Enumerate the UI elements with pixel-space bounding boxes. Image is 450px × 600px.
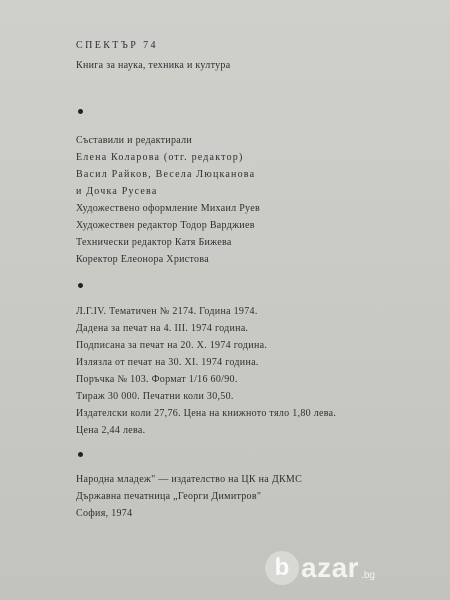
credits-heading: Съставили и редактирали	[76, 135, 193, 146]
print-info-line: Дадена за печат на 4. III. 1974 година.	[76, 323, 249, 334]
credits-art-editor: Художествен редактор Тодор Варджиев	[76, 220, 255, 231]
watermark-tld: .bg	[361, 569, 375, 581]
print-info-line: Тираж 30 000. Печатни коли 30,50.	[76, 391, 234, 402]
series-subtitle: Книга за наука, техника и култура	[76, 60, 231, 71]
section-bullet	[78, 283, 83, 288]
bazar-watermark	[265, 548, 440, 588]
watermark-brand: azar	[301, 552, 360, 583]
publisher-line: Държавна печатница „Георги Димитров"	[76, 491, 262, 502]
credits-proofreader: Коректор Елеонора Христова	[76, 254, 209, 265]
publisher-line: Народна младеж" — издателство на ЦК на ДКМС	[76, 474, 303, 485]
publisher-line: София, 1974	[76, 508, 133, 519]
credits-tech-editor: Технически редактор Катя Бижева	[76, 237, 232, 248]
print-info-line: Издателски коли 27,76. Цена на книжното тяло 1,80 лева.	[76, 408, 337, 419]
section-bullet	[78, 109, 83, 114]
print-info-line: Цена 2,44 лева.	[76, 425, 146, 436]
print-info-line: Излязла от печат на 30. XI. 1974 година.	[76, 357, 259, 368]
credits-design: Художествено оформление Михаил Руев	[76, 203, 260, 214]
print-info-line: Поръчка № 103. Формат 1/16 60/90.	[76, 374, 238, 385]
series-title: СПЕКТЪР 74	[76, 40, 158, 51]
credits-editor-line: Елена Коларова (отг. редактор)	[76, 152, 244, 163]
print-info-line: Подписана за печат на 20. X. 1974 година.	[76, 340, 268, 351]
credits-editor-line: Васил Райков, Весела Люцканова	[76, 169, 256, 180]
print-info-line: Л.Г.IV. Тематичен № 2174. Година 1974.	[76, 306, 258, 317]
credits-editor-line: и Дочка Русева	[76, 186, 158, 197]
section-bullet	[78, 452, 83, 457]
bazar-logo-icon: b	[265, 551, 299, 585]
